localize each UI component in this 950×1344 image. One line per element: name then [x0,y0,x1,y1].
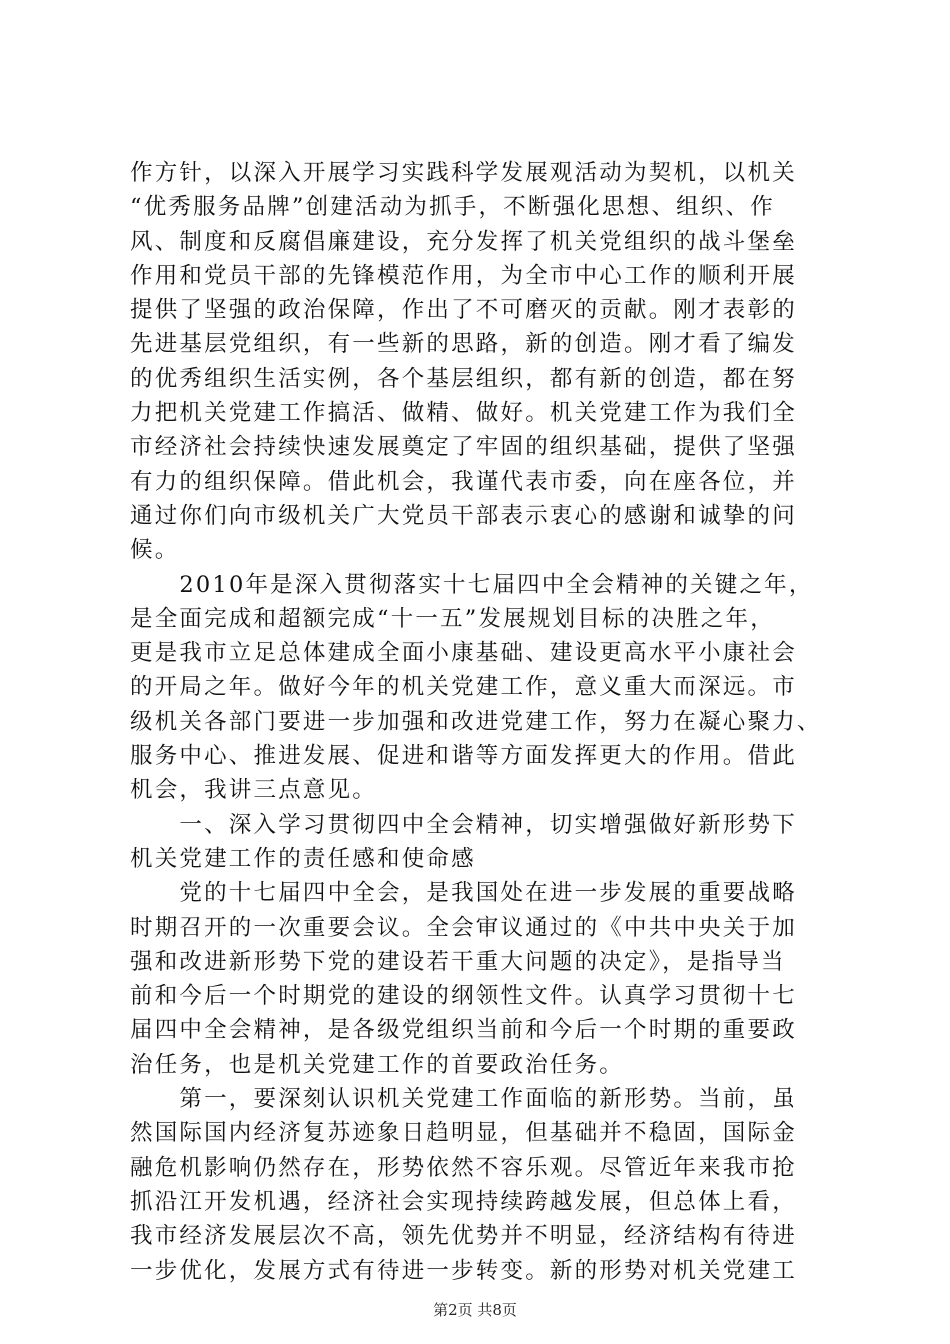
text-line: 届四中全会精神，是各级党组织当前和今后一个时期的重要政 [130,1017,797,1044]
section-heading-line: 机关党建工作的责任感和使命感 [130,845,476,872]
text-line: 前和今后一个时期党的建设的纲领性文件。认真学习贯彻十七 [130,983,797,1010]
text-line: 一步优化，发展方式有待进一步转变。新的形势对机关党建工 [130,1257,797,1284]
text-line: 先进基层党组织，有一些新的思路，新的创造。刚才看了编发 [130,331,797,358]
text-line: 强和改进新形势下党的建设若干重大问题的决定》，是指导当 [130,948,786,975]
text-line: 服务中心、推进发展、促进和谐等方面发挥更大的作用。借此 [130,743,797,770]
text-line: 作方针，以深入开展学习实践科学发展观活动为契机，以机关 [130,160,797,186]
text-line: 的开局之年。做好今年的机关党建工作，意义重大而深远。市 [130,674,797,701]
text-line: 级机关各部门要进一步加强和改进党建工作，努力在凝心聚力、 [130,708,822,735]
text-line: 风、制度和反腐倡廉建设，充分发挥了机关党组织的战斗堡垒 [130,228,797,255]
text-line: 力把机关党建工作搞活、做精、做好。机关党建工作为我们全 [130,400,797,427]
text-line: 融危机影响仍然存在，形势依然不容乐观。尽管近年来我市抢 [130,1154,797,1181]
text-line: 机会，我讲三点意见。 [130,777,378,804]
section-heading-line: 一、深入学习贯彻四中全会精神，切实增强做好新形势下 [130,811,797,838]
page-number-footer: 第2页 共8页 [433,1301,517,1319]
text-line: 然国际国内经济复苏迹象日趋明显，但基础并不稳固，国际金 [130,1120,797,1147]
text-line: 市经济社会持续快速发展奠定了牢固的组织基础，提供了坚强 [130,434,797,461]
text-line: 第一，要深刻认识机关党建工作面临的新形势。当前，虽 [130,1086,797,1113]
text-line: 提供了坚强的政治保障，作出了不可磨灭的贡献。刚才表彰的 [130,297,797,324]
text-line: 是全面完成和超额完成“十一五”发展规划目标的决胜之年， [130,605,775,632]
document-body [130,156,830,1288]
text-line: 党的十七届四中全会，是我国处在进一步发展的重要战略 [130,880,797,907]
text-line: 治任务，也是机关党建工作的首要政治任务。 [130,1051,625,1078]
text-line: 2010年是深入贯彻落实十七届四中全会精神的关键之年， [130,571,814,598]
text-line: 候。 [130,537,180,564]
text-line: 通过你们向市级机关广大党员干部表示衷心的感谢和诚挚的问 [130,502,797,529]
text-line: 我市经济发展层次不高，领先优势并不明显，经济结构有待进 [130,1223,797,1250]
text-line: 时期召开的一次重要会议。全会审议通过的《中共中央关于加 [130,914,797,941]
text-line: 抓沿江开发机遇，经济社会实现持续跨越发展，但总体上看， [130,1188,797,1215]
text-line: 更是我市立足总体建成全面小康基础、建设更高水平小康社会 [130,640,797,667]
text-line: 作用和党员干部的先锋模范作用，为全市中心工作的顺利开展 [130,262,797,289]
text-line: 的优秀组织生活实例，各个基层组织，都有新的创造，都在努 [130,365,797,392]
text-line: 有力的组织保障。借此机会，我谨代表市委，向在座各位，并 [130,468,797,495]
text-line: “优秀服务品牌”创建活动为抓手，不断强化思想、组织、作 [130,194,775,221]
